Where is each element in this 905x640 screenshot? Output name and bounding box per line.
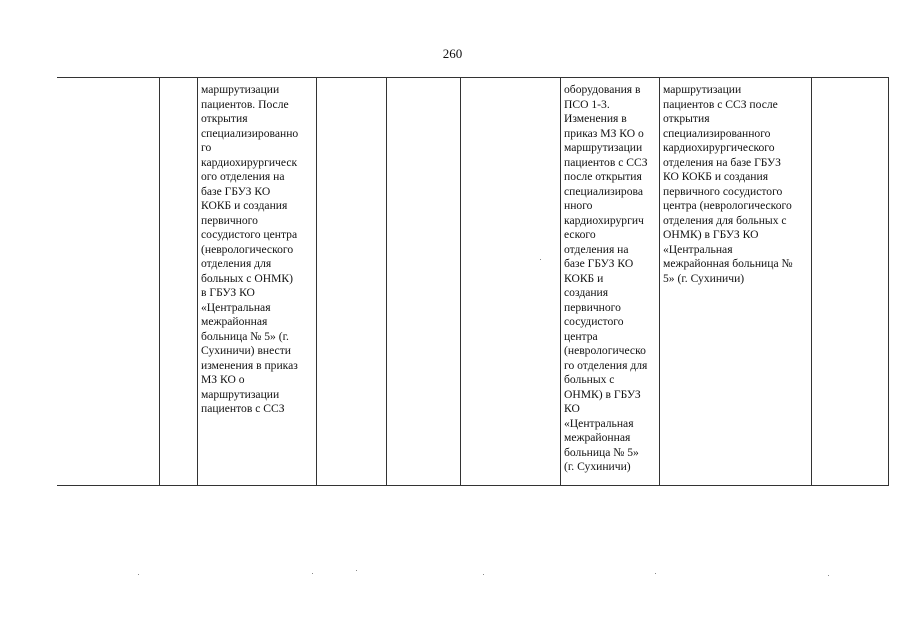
table-bottom-border <box>57 485 889 486</box>
scan-speck <box>138 574 139 575</box>
document-table <box>57 77 889 485</box>
table-cell-text-col7: оборудования в ПСО 1-3. Изменения в приказ МЗ КО о маршрутизации пациентов с ССЗ после открытия специализирова нного кардиохирургич еского отделения на базе ГБУЗ КО КОКБ и создания первичного сосудистого центра (неврологическо го отделения для больных с ОНМК) в ГБУЗ КО «Центральная межрайонная больница № 5» (г. Сухиничи) <box>564 83 648 473</box>
scan-speck <box>356 570 357 571</box>
table-cell-text-col3: маршрутизации пациентов. После открытия специализированно го кардиохирургическ ого отделения на базе ГБУЗ КО КОКБ и создания первичного сосудистого центра (неврологического отделения для больных с ОНМК) в ГБУЗ КО «Центральная межрайонная больница № 5» (г. Сухиничи) внести изменения в приказ МЗ КО о маршрутизации пациентов с ССЗ <box>201 83 299 415</box>
scan-speck <box>828 575 829 576</box>
page-number: 260 <box>442 46 463 61</box>
scan-speck <box>483 574 484 575</box>
column-divider-3 <box>316 77 317 485</box>
column-divider-9 <box>888 77 889 485</box>
scan-speck <box>655 573 656 574</box>
column-divider-8 <box>811 77 812 485</box>
column-divider-5 <box>460 77 461 485</box>
column-divider-2 <box>197 77 198 485</box>
table-cell-text-col8: маршрутизации пациентов с ССЗ после открытия специализированного кардиохирургического отделения на базе ГБУЗ КО КОКБ и создания первичного сосудистого центра (неврологического отделения для больных с ОНМК) в ГБУЗ КО «Центральная межрайонная больница № 5» (г. Сухиничи) <box>663 83 793 285</box>
column-divider-4 <box>386 77 387 485</box>
scan-speck <box>312 573 313 574</box>
scan-speck <box>540 259 541 260</box>
column-divider-6 <box>560 77 561 485</box>
table-top-border <box>57 77 889 78</box>
column-divider-1 <box>159 77 160 485</box>
